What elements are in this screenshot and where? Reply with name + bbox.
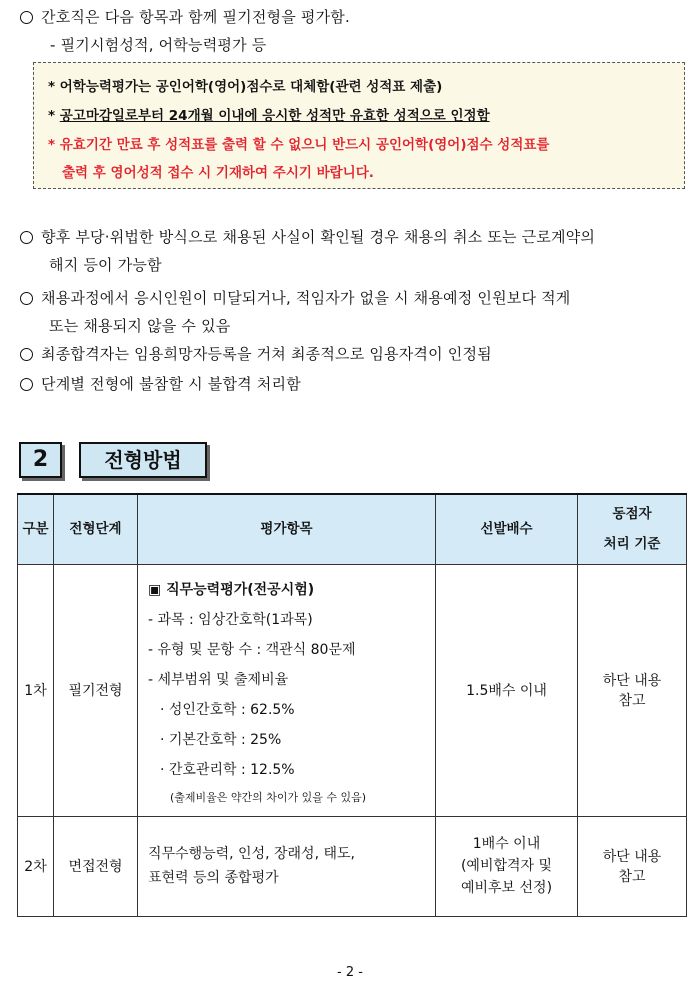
header-tie-line1: 동점자 xyxy=(612,506,652,523)
row1-eval-note: (출제비율은 약간의 차이가 있을 수 있음) xyxy=(170,790,367,804)
notice-box xyxy=(33,62,685,189)
row1-eval-s2: · 기본간호학 : 25% xyxy=(160,731,282,748)
notice-underlined-text: 공고마감일로부터 24개월 이내에 응시한 성적만 유효한 성적으로 인정함 xyxy=(59,108,490,124)
header-multiple: 선발배수 xyxy=(436,494,578,564)
intro-line-2: - 필기시험성적, 어학능력평가 등 xyxy=(50,36,267,54)
header-tie xyxy=(578,494,687,564)
table-header-row xyxy=(18,494,687,564)
row1-tie-line2: 참고 xyxy=(618,693,646,709)
row1-eval-s3: · 간호관리학 : 12.5% xyxy=(160,761,295,778)
header-tie-line2: 처리 기준 xyxy=(603,536,661,553)
notice-line-3: * 유효기간 만료 후 성적표를 출력 할 수 없으니 반드시 공인어학(영어)점수 성적표를 xyxy=(48,137,550,153)
notice-star: * xyxy=(48,108,60,124)
row1-eval-type: - 유형 및 문항 수 : 객관식 80문제 xyxy=(148,641,356,658)
notice-line-1: * 어학능력평가는 공인어학(영어)점수로 대체함(관련 성적표 제출) xyxy=(48,79,443,95)
row2-stage: 면접전형 xyxy=(54,816,138,916)
row1-eval-head: ▣ 직무능력평가(전공시험) xyxy=(148,581,315,598)
bullet-1-cont: 해지 등이 가능함 xyxy=(49,256,162,274)
row2-eval-line2: 표현력 등의 종합평가 xyxy=(148,870,279,886)
row2-eval xyxy=(138,816,436,916)
header-eval: 평가항목 xyxy=(138,494,436,564)
section-number: 2 xyxy=(19,442,62,478)
row2-tie xyxy=(578,816,687,916)
circle-bullet-icon xyxy=(20,378,33,391)
row2-tie-line2: 참고 xyxy=(618,869,646,885)
circle-bullet-icon xyxy=(20,292,33,305)
circle-bullet-icon xyxy=(20,11,33,24)
bullet-1-text: 향후 부당·위법한 방식으로 채용된 사실이 확인될 경우 채용의 취소 또는 근로계약의 xyxy=(41,228,596,246)
circle-bullet-icon xyxy=(20,348,33,361)
bullet-2 xyxy=(20,287,571,308)
row1-eval-scope: - 세부범위 및 출제비율 xyxy=(148,671,289,688)
bullet-1 xyxy=(20,226,595,247)
row1-eval xyxy=(138,564,436,816)
intro-text: 간호직은 다음 항목과 함께 필기전형을 평가함. xyxy=(41,8,350,26)
circle-bullet-icon xyxy=(20,231,33,244)
row2-gubun: 2차 xyxy=(18,816,54,916)
selection-method-table xyxy=(17,493,687,917)
table-row xyxy=(18,564,687,816)
bullet-2-cont: 또는 채용되지 않을 수 있음 xyxy=(49,317,231,335)
notice-line-2 xyxy=(48,104,490,124)
bullet-2-text: 채용과정에서 응시인원이 미달되거나, 적임자가 없을 시 채용예정 인원보다 적게 xyxy=(41,289,571,307)
row1-tie xyxy=(578,564,687,816)
intro-line-1 xyxy=(20,6,350,27)
header-stage: 전형단계 xyxy=(54,494,138,564)
row2-multiple-line1: 1배수 이내 xyxy=(472,836,541,852)
bullet-4 xyxy=(20,373,301,394)
row1-gubun: 1차 xyxy=(18,564,54,816)
row1-tie-line1: 하단 내용 xyxy=(602,673,662,689)
row1-eval-subject: - 과목 : 임상간호학(1과목) xyxy=(148,611,313,628)
row1-eval-s1: · 성인간호학 : 62.5% xyxy=(160,701,295,718)
row2-multiple-line3: 예비후보 선정) xyxy=(460,880,553,896)
row2-multiple-line2: (예비합격자 및 xyxy=(460,858,553,874)
row1-multiple: 1.5배수 이내 xyxy=(436,564,578,816)
table-row xyxy=(18,816,687,916)
header-gubun: 구분 xyxy=(18,494,54,564)
bullet-3 xyxy=(20,343,492,364)
section-title: 전형방법 xyxy=(79,442,207,478)
bullet-3-text: 최종합격자는 임용희망자등록을 거쳐 최종적으로 임용자격이 인정됨 xyxy=(41,345,492,363)
row2-tie-line1: 하단 내용 xyxy=(602,849,662,865)
row2-multiple xyxy=(436,816,578,916)
row1-stage: 필기전형 xyxy=(54,564,138,816)
row2-eval-line1: 직무수행능력, 인성, 장래성, 태도, xyxy=(148,846,355,862)
bullet-4-text: 단계별 전형에 불참할 시 불합격 처리함 xyxy=(41,375,301,393)
page-number: - 2 - xyxy=(337,965,363,980)
notice-line-4: 출력 후 영어성적 접수 시 기재하여 주시기 바랍니다. xyxy=(62,165,374,181)
